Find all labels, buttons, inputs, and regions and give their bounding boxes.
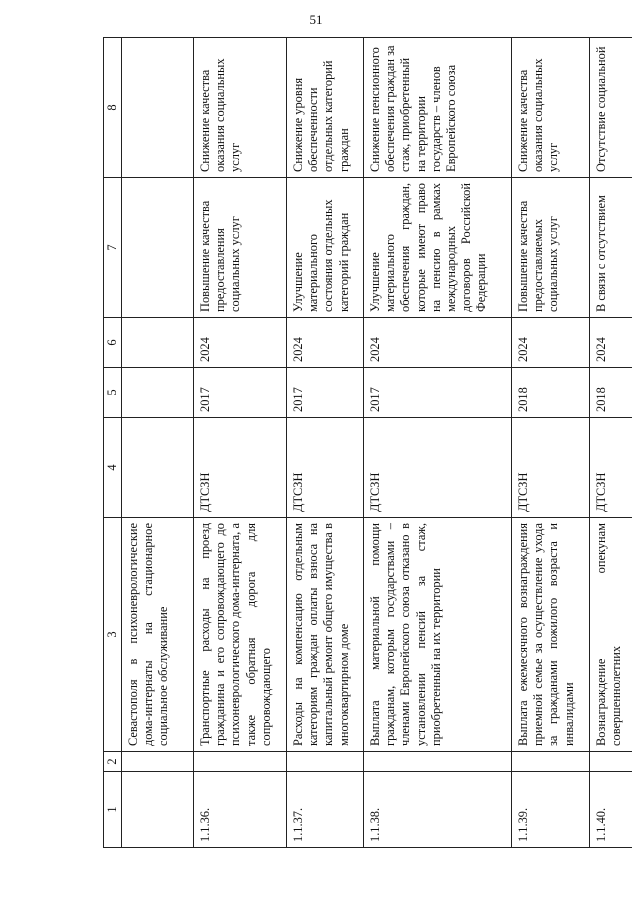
- page-number: 51: [309, 12, 323, 27]
- cell-expected-result: В связи с отсутствием: [590, 178, 632, 318]
- header-row: [104, 38, 122, 848]
- cell-number: 1.1.38.: [364, 772, 512, 848]
- cell-executor: ДТСЗН: [364, 418, 512, 518]
- cell-expected-result: Улучшение материального состояния отдельных категорий граждан: [287, 178, 364, 318]
- column-header: 1: [104, 772, 122, 848]
- cell-start-year: 2018: [590, 368, 632, 418]
- cell-executor: [122, 418, 194, 518]
- cell-consequences: Снижение качества оказания социальных услуг: [512, 38, 590, 178]
- cell-end-year: 2024: [194, 318, 287, 368]
- cell-end-year: 2024: [590, 318, 632, 368]
- cell-consequences: Снижение пенсионного обеспечения граждан за стаж, приобретенный на территории государств – членов Европейского союза: [364, 38, 512, 178]
- program-table: [103, 37, 632, 848]
- table-row: [287, 38, 364, 848]
- cell-consequences: Отсутствие социальной: [590, 38, 632, 178]
- cell-consequences: [122, 38, 194, 178]
- column-header: 2: [104, 752, 122, 772]
- table-row: [364, 38, 512, 848]
- column-header: 4: [104, 418, 122, 518]
- cell-executor: ДТСЗН: [194, 418, 287, 518]
- cell-executor: ДТСЗН: [287, 418, 364, 518]
- table-row: [122, 38, 194, 848]
- cell-measure: Вознаграждение опекунам совершеннолетних: [590, 518, 632, 752]
- cell-measure: Севастополя в психоневрологические дома-интернаты на стационарное социальное обслуживание: [122, 518, 194, 752]
- cell-consequences: Снижение уровня обеспеченности отдельных категорий граждан: [287, 38, 364, 178]
- cell-measure: Транспортные расходы на проезд гражданина и его сопровождающего до психоневрологического дома-интерната, а также обратная дорога для сопровождающего: [194, 518, 287, 752]
- cell-measure: Выплата материальной помощи гражданам, которым государствами – членами Европейского союза отказано в установлении пенсий за стаж, приобретенный на их территории: [364, 518, 512, 752]
- cell-start-year: 2017: [287, 368, 364, 418]
- cell-empty: [287, 752, 364, 772]
- cell-number: 1.1.39.: [512, 772, 590, 848]
- cell-end-year: 2024: [287, 318, 364, 368]
- table-row: [590, 38, 632, 848]
- cell-empty: [122, 752, 194, 772]
- cell-empty: [194, 752, 287, 772]
- rotated-table-wrapper: [103, 38, 631, 848]
- table-row: [194, 38, 287, 848]
- cell-number: 1.1.36.: [194, 772, 287, 848]
- cell-start-year: [122, 368, 194, 418]
- cell-expected-result: Улучшение материального обеспечения граждан, которые имеют право на пенсию в рамках международных договоров Российской Федерации: [364, 178, 512, 318]
- cell-expected-result: Повышение качества предоставления социальных услуг: [194, 178, 287, 318]
- cell-end-year: [122, 318, 194, 368]
- cell-start-year: 2017: [194, 368, 287, 418]
- cell-consequences: Снижение качества оказания социальных услуг: [194, 38, 287, 178]
- cell-start-year: 2017: [364, 368, 512, 418]
- cell-number: 1.1.40.: [590, 772, 632, 848]
- cell-expected-result: [122, 178, 194, 318]
- cell-number: 1.1.37.: [287, 772, 364, 848]
- column-header: 3: [104, 518, 122, 752]
- column-header: 6: [104, 318, 122, 368]
- cell-empty: [512, 752, 590, 772]
- cell-end-year: 2024: [512, 318, 590, 368]
- column-header: 8: [104, 38, 122, 178]
- cell-measure: Расходы на компенсацию отдельным категориям граждан оплаты взноса на капитальный ремонт общего имущества в многоквартирном доме: [287, 518, 364, 752]
- cell-end-year: 2024: [364, 318, 512, 368]
- table-row: [512, 38, 590, 848]
- cell-executor: ДТСЗН: [590, 418, 632, 518]
- cell-measure: Выплата ежемесячного вознаграждения приемной семье за осуществление ухода за гражданами пожилого возраста и инвалидами: [512, 518, 590, 752]
- cell-empty: [590, 752, 632, 772]
- cell-empty: [364, 752, 512, 772]
- cell-start-year: 2018: [512, 368, 590, 418]
- column-header: 7: [104, 178, 122, 318]
- column-header: 5: [104, 368, 122, 418]
- cell-executor: ДТСЗН: [512, 418, 590, 518]
- cell-number: [122, 772, 194, 848]
- cell-expected-result: Повышение качества предоставляемых социальных услуг: [512, 178, 590, 318]
